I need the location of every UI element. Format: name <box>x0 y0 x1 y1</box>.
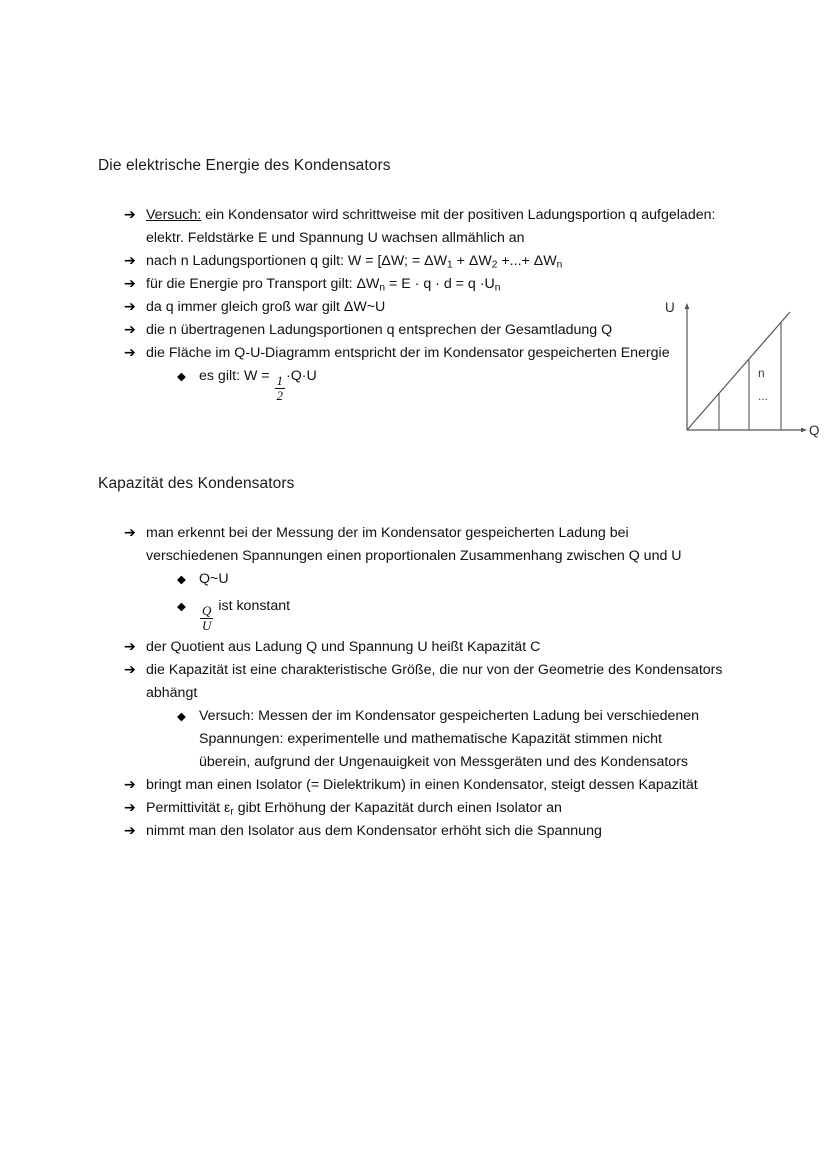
formula-part: ·Q·U <box>286 368 317 384</box>
formula-subscript: 1 <box>447 259 453 271</box>
fraction-numerator: 1 <box>276 373 284 389</box>
arrow-bullet-icon: ➔ <box>124 322 136 338</box>
arrow-bullet-icon: ➔ <box>124 253 136 269</box>
list-item <box>124 204 724 250</box>
formula-part: nach n Ladungsportionen q gilt: W = [ΔW; = ΔW <box>146 253 448 269</box>
arrow-bullet-icon: ➔ <box>124 525 136 541</box>
qu-diagram <box>655 290 823 442</box>
diamond-bullet-icon: ◆ <box>177 572 186 586</box>
list-item-text <box>199 365 724 402</box>
list-item-text: Q~U <box>199 571 229 587</box>
list-item <box>124 319 724 342</box>
list-item-text: bringt man einen Isolator (= Dielektrikum) in einen Kondensator, steigt dessen Kapazität <box>146 776 698 793</box>
diamond-bullet-icon: ◆ <box>177 599 186 613</box>
formula-part: Permittivität ε <box>146 799 231 816</box>
arrow-bullet-icon: ➔ <box>124 822 136 839</box>
list-item-body: ein Kondensator wird schrittweise mit der positiven Ladungsportion q aufgeladen: elektr. Feldstärke E und Spannung U wachsen allmählich an <box>146 207 716 246</box>
list-item <box>177 365 724 402</box>
list-item <box>177 595 724 632</box>
arrow-bullet-icon: ➔ <box>124 276 136 292</box>
arrow-bullet-icon: ➔ <box>124 207 136 223</box>
list-item-text: die Kapazität ist eine charakteristische Größe, die nur von der Geometrie des Kondensators abhängt <box>146 661 723 701</box>
fraction-one-half <box>275 374 286 402</box>
arrow-bullet-icon: ➔ <box>124 299 136 315</box>
diagram-label-n: n <box>758 366 765 380</box>
fraction-numerator: Q <box>202 603 212 619</box>
arrow-bullet-icon: ➔ <box>124 638 136 655</box>
list-item <box>124 296 724 319</box>
list-item <box>124 659 724 705</box>
list-item-text <box>199 595 724 632</box>
list-item-text: die n übertragenen Ladungsportionen q entsprechen der Gesamtladung Q <box>146 322 613 338</box>
arrow-bullet-icon: ➔ <box>124 345 136 361</box>
page-title-kapazitaet: Kapazität des Kondensators <box>98 475 295 492</box>
fraction-denominator: 2 <box>276 387 284 403</box>
formula-subscript: r <box>230 806 234 818</box>
list-item <box>124 774 724 797</box>
formula-subscript: n <box>494 282 501 294</box>
list-item <box>124 636 724 659</box>
list-item <box>124 797 724 820</box>
formula-part: für die Energie pro Transport gilt: ΔW <box>146 276 380 292</box>
formula-part: ist konstant <box>214 598 291 614</box>
formula-part: gibt Erhöhung der Kapazität durch einen Isolator an <box>233 799 562 816</box>
formula-part: +...+ ΔW <box>497 253 557 269</box>
formula-subscript: n <box>556 259 563 271</box>
fraction-q-over-u <box>200 604 213 632</box>
fraction-denominator: U <box>202 617 212 633</box>
formula-part: es gilt: W = <box>199 368 274 384</box>
proportional-line <box>687 312 790 430</box>
list-item-text: man erkennt bei der Messung der im Kondensator gespeicherten Ladung bei verschiedenen Spannungen einen proportionalen Zusammenhang zwischen Q und U <box>146 525 682 564</box>
diamond-bullet-icon: ◆ <box>177 369 186 383</box>
page-title-energie: Die elektrische Energie des Kondensators <box>98 157 391 174</box>
x-axis-label: Q <box>809 423 820 438</box>
formula-subscript: 2 <box>491 259 498 271</box>
formula-part: + ΔW <box>452 253 492 269</box>
arrow-bullet-icon: ➔ <box>124 799 136 816</box>
list-item-text <box>146 250 724 273</box>
list-item-text: da q immer gleich groß war gilt ΔW~U <box>146 299 386 315</box>
list-item-underlined-lead: Versuch: <box>146 207 202 223</box>
list-item-text: die Fläche im Q-U-Diagramm entspricht der im Kondensator gespeicherten Energie <box>146 345 670 361</box>
formula-part: = E · q · d = q ·U <box>385 276 495 292</box>
list-item <box>124 273 724 296</box>
list-item-text: nimmt man den Isolator aus dem Kondensator erhöht sich die Spannung <box>146 822 602 839</box>
bullet-list-kapazitaet <box>124 522 724 843</box>
arrow-bullet-icon: ➔ <box>124 776 136 793</box>
y-axis-label: U <box>665 300 675 315</box>
list-item-text <box>146 204 724 250</box>
list-item-text <box>146 273 724 296</box>
bullet-list-energie <box>124 204 724 402</box>
list-item <box>124 342 724 365</box>
x-axis-arrowhead-icon <box>801 428 807 433</box>
list-item <box>177 705 724 774</box>
list-item <box>177 568 724 591</box>
diagram-label-dots: ... <box>758 389 769 403</box>
list-item-text: der Quotient aus Ladung Q und Spannung U heißt Kapazität C <box>146 638 541 655</box>
formula-subscript: n <box>379 282 386 294</box>
list-item <box>124 250 724 273</box>
arrow-bullet-icon: ➔ <box>124 661 136 678</box>
diamond-bullet-icon: ◆ <box>177 708 186 723</box>
list-item <box>124 820 724 843</box>
y-axis-arrowhead-icon <box>685 303 690 309</box>
list-item-text: Versuch: Messen der im Kondensator gespeicherten Ladung bei verschiedenen Spannungen: experimentelle und mathematische Kapazität stimmen nicht überein, aufgrund der Ungenauigkeit von Messgeräten und des Kondensators <box>199 707 700 770</box>
list-item-text <box>146 797 724 820</box>
list-item <box>124 522 724 568</box>
